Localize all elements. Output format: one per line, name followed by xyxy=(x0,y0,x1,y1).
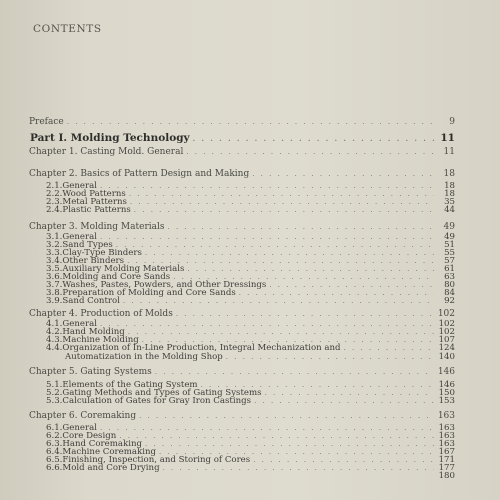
toc-leader-dots xyxy=(176,309,434,319)
toc-entry-title: General xyxy=(62,423,97,433)
toc-entry-page-number: 167 xyxy=(438,447,455,457)
toc-entry-page-number: 171 xyxy=(438,455,455,465)
toc-entry-title: Hand Coremaking xyxy=(62,439,142,449)
toc-entry-title: Sand Types xyxy=(62,240,113,250)
toc-entry-number: 3.3. xyxy=(46,248,63,258)
toc-entry-page-number: 107 xyxy=(438,335,455,345)
toc-entry-title: Auxiliary Molding Materials xyxy=(62,264,185,274)
toc-entry-title: General xyxy=(62,232,97,242)
toc-entry-title: Hand Molding xyxy=(62,327,125,337)
toc-entry-title: Organization of In-Line Production, Integral Mechanization and xyxy=(62,343,341,353)
toc-entry-page-number: 140 xyxy=(438,352,455,362)
toc-entry xyxy=(65,471,455,481)
toc-entry-page-number: 51 xyxy=(444,240,455,250)
toc-entry-title: Machine Molding xyxy=(62,335,139,345)
toc-entry-title: Chapter 4. Production of Molds xyxy=(29,309,173,319)
toc-entry-number: 2.3. xyxy=(46,197,63,207)
toc-entry-page-number: 163 xyxy=(438,423,455,433)
toc-entry-title: General xyxy=(62,319,97,329)
toc-entry xyxy=(29,411,455,421)
toc-entry-page-number: 84 xyxy=(444,288,455,298)
toc-entry-page-number: 146 xyxy=(437,367,455,377)
toc-entry-page-number: 11 xyxy=(440,132,455,144)
toc-entry-number: 2.4. xyxy=(46,205,63,215)
toc-entry-page-number: 49 xyxy=(443,222,455,232)
toc-entry xyxy=(29,169,455,179)
toc-entry-title: Metal Patterns xyxy=(62,197,127,207)
toc-entry-page-number: 163 xyxy=(438,431,455,441)
toc-entry-number: 3.1. xyxy=(46,232,63,242)
toc-entry-number: 3.2. xyxy=(46,240,63,250)
toc-entry-number: 4.3. xyxy=(46,335,63,345)
toc-entry xyxy=(29,117,455,127)
contents-heading: CONTENTS xyxy=(33,23,102,35)
toc-leader-dots xyxy=(186,147,434,157)
toc-entry-title: Chapter 3. Molding Materials xyxy=(29,222,165,232)
toc-entry-number: 2.1. xyxy=(46,181,63,191)
toc-entry-title: Sand Control xyxy=(62,296,120,306)
toc-entry-page-number: 163 xyxy=(438,439,455,449)
toc-entry-page-number: 11 xyxy=(443,147,455,157)
toc-entry-number: 2.2. xyxy=(46,189,63,199)
toc-entry-number: 5.3. xyxy=(46,396,63,406)
toc-entry-number: 3.7. xyxy=(46,280,63,290)
toc-entry xyxy=(29,309,455,319)
toc-leader-dots xyxy=(139,411,434,421)
toc-entry-title: Chapter 2. Basics of Pattern Design and Making xyxy=(29,169,250,179)
toc-entry-title: Finishing, Inspection, and Storing of Cores xyxy=(62,455,251,465)
toc-entry-page-number: 18 xyxy=(444,189,455,199)
toc-leader-dots xyxy=(168,222,434,232)
toc-entry-page-number: 177 xyxy=(438,463,455,473)
toc-entry-title: Chapter 1. Casting Mold. General xyxy=(29,147,184,157)
toc-entry-page-number: 63 xyxy=(444,272,455,282)
toc-entry-number: 6.5. xyxy=(46,455,63,465)
toc-entry-title: Elements of the Gating System xyxy=(62,380,198,390)
toc-entry-number: 6.1. xyxy=(46,423,63,433)
toc-entry-number: 3.8. xyxy=(46,288,63,298)
toc-entry-page-number: 55 xyxy=(444,248,455,258)
toc-entry-title: Machine Coremaking xyxy=(62,447,156,457)
toc-entry-page-number: 180 xyxy=(438,471,455,481)
toc-entry-page-number: 150 xyxy=(438,388,455,398)
toc-entry-number: 4.2. xyxy=(46,327,63,337)
toc-entry-title: Chapter 6. Coremaking xyxy=(29,411,137,421)
toc-entry xyxy=(46,396,455,406)
toc-entry-number: 3.6. xyxy=(46,272,63,282)
toc-entry-page-number: 61 xyxy=(444,264,455,274)
toc-entry-number: 6.3. xyxy=(46,439,63,449)
toc-entry-title: Washes, Pastes, Powders, and Other Dressings xyxy=(62,280,267,290)
toc-entry-page-number: 102 xyxy=(438,319,455,329)
toc-entry-title: Part I. Molding Technology xyxy=(30,132,190,144)
toc-entry-page-number: 44 xyxy=(444,205,455,215)
toc-entry-title: Preface xyxy=(29,117,64,127)
toc-entry xyxy=(29,147,455,157)
toc-entry-title: Clay-Type Binders xyxy=(62,248,142,258)
toc-entry xyxy=(46,205,455,215)
toc-entry xyxy=(46,296,455,306)
toc-entry-title: Mold and Core Drying xyxy=(62,463,160,473)
toc-entry-number: 6.4. xyxy=(46,447,63,457)
toc-entry-title: Other Binders xyxy=(62,256,125,266)
toc-entry-number: 4.1. xyxy=(46,319,63,329)
toc-entry-page-number: 124 xyxy=(438,343,455,353)
toc-entry-page-number: 92 xyxy=(444,296,455,306)
toc-entry-number: 5.1. xyxy=(46,380,63,390)
toc-leader-dots xyxy=(134,205,434,215)
toc-leader-dots xyxy=(252,169,434,179)
toc-leader-dots xyxy=(123,296,434,306)
toc-entry-page-number: 102 xyxy=(438,327,455,337)
toc-entry-number: 6.6. xyxy=(46,463,63,473)
toc-entry-page-number: 49 xyxy=(444,232,455,242)
toc-leader-dots xyxy=(155,367,434,377)
toc-entry-number: 3.5. xyxy=(46,264,63,274)
toc-leader-dots xyxy=(193,134,434,144)
toc-entry-page-number: 9 xyxy=(449,117,455,127)
toc-entry xyxy=(29,367,455,377)
toc-entry-title: Gating Methods and Types of Gating Systems xyxy=(62,388,262,398)
toc-entry-title: Automatization in the Molding Shop xyxy=(65,352,223,362)
toc-entry-page-number: 35 xyxy=(444,197,455,207)
toc-entry xyxy=(65,352,455,362)
toc-leader-dots xyxy=(226,352,434,362)
toc-entry-title: Calculation of Gates for Gray Iron Castings xyxy=(62,396,252,406)
toc-entry-page-number: 80 xyxy=(444,280,455,290)
toc-entry xyxy=(29,222,455,232)
toc-entry-page-number: 57 xyxy=(444,256,455,266)
toc-entry-page-number: 146 xyxy=(438,380,455,390)
toc-entry-title: General xyxy=(62,181,97,191)
toc-entry-page-number: 18 xyxy=(444,181,455,191)
toc-entry-number: 6.2. xyxy=(46,431,63,441)
toc-entry-page-number: 18 xyxy=(443,169,455,179)
toc-entry-title: Plastic Patterns xyxy=(62,205,131,215)
toc-entry-title: Wood Patterns xyxy=(62,189,126,199)
toc-entry-title: Core Design xyxy=(62,431,117,441)
toc-entry-number: 5.2. xyxy=(46,388,63,398)
toc-entry-number: 3.4. xyxy=(46,256,63,266)
toc-entry-number: 4.4. xyxy=(46,343,63,353)
toc-entry-title: Molding and Core Sands xyxy=(62,272,171,282)
toc-entry-page-number: 153 xyxy=(438,396,455,406)
toc-leader-dots xyxy=(67,117,434,127)
toc-entry-number: 3.9. xyxy=(46,296,63,306)
toc-entry-page-number: 102 xyxy=(437,309,455,319)
toc-entry-title: Chapter 5. Gating Systems xyxy=(29,367,152,377)
toc-entry-title: Preparation of Molding and Core Sands xyxy=(62,288,236,298)
toc-entry xyxy=(30,133,455,144)
toc-leader-dots xyxy=(254,396,434,406)
toc-entry-page-number: 163 xyxy=(437,411,455,421)
